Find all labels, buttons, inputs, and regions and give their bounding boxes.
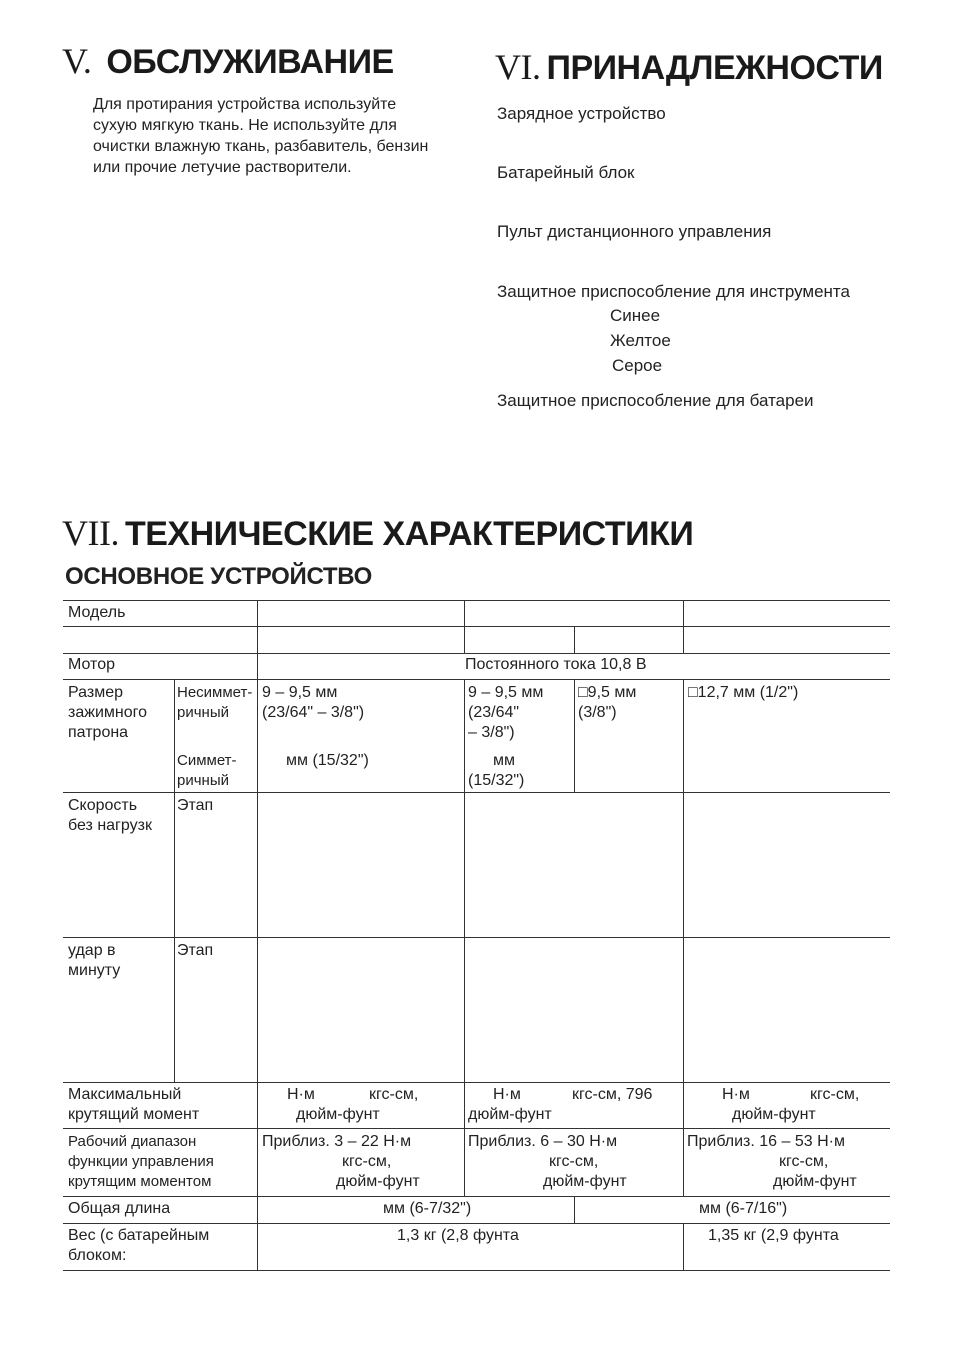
range-kgf-3: кгс-см,	[779, 1153, 829, 1170]
label-line: функции управления	[68, 1153, 214, 1170]
torque-inlb-2: дюйм-фунт	[468, 1106, 552, 1123]
value-line: 9 – 9,5 мм	[262, 684, 338, 701]
value-line: (3/8")	[578, 704, 617, 721]
table-rule	[63, 937, 890, 938]
value-line: (23/64"	[468, 704, 520, 721]
table-rule	[63, 1128, 890, 1129]
torque-kgf-2: кгс-см, 796	[572, 1086, 653, 1103]
label-line: крутящий момент	[68, 1106, 200, 1123]
label-line: Несиммет-	[177, 684, 253, 701]
sym-value-1: мм (15/32")	[286, 752, 369, 769]
accessory-color-yellow: Желтое	[610, 331, 671, 350]
maintenance-line: очистки влажную ткань, разбавитель, бензин	[93, 138, 429, 155]
accessory-remote: Пульт дистанционного управления	[497, 222, 772, 241]
row-torque-label	[68, 1085, 199, 1125]
table-rule-vertical	[574, 1196, 575, 1223]
value-line: (23/64" – 3/8")	[262, 704, 365, 721]
accessory-charger: Зарядное устройство	[497, 104, 666, 123]
section-6-heading	[495, 46, 883, 88]
label-line: ричный	[177, 704, 229, 721]
label-line: крутящим моментом	[68, 1173, 212, 1190]
label-line: Скорость	[68, 797, 138, 814]
value-line: (15/32")	[468, 772, 525, 789]
label-line: Максимальный	[68, 1086, 182, 1103]
accessory-tool-guard: Защитное приспособление для инструмента	[497, 282, 850, 301]
label-line: Вес (с батарейным	[68, 1227, 210, 1244]
maintenance-line: сухую мягкую ткань. Не используйте для	[93, 117, 397, 134]
row-impact-label	[68, 941, 120, 981]
section-6-title: ПРИНАДЛЕЖНОСТИ	[546, 49, 883, 87]
table-rule	[63, 1082, 890, 1083]
table-rule	[63, 653, 890, 654]
label-line: блоком:	[68, 1247, 127, 1264]
table-rule	[63, 626, 890, 627]
row-length-label: Общая длина	[68, 1200, 171, 1217]
range-value-1: Приблиз. 3 – 22 Н·м	[262, 1133, 412, 1150]
torque-kgf-1: кгс-см,	[369, 1086, 419, 1103]
table-rule	[63, 792, 890, 793]
row-weight-label	[68, 1226, 209, 1266]
torque-nm-1: Н·м	[287, 1086, 315, 1103]
accessory-color-gray: Серое	[612, 356, 663, 375]
range-value-3: Приблиз. 16 – 53 Н·м	[687, 1133, 845, 1150]
sym-label	[177, 751, 237, 791]
torque-nm-2: Н·м	[493, 1086, 521, 1103]
table-rule-vertical	[257, 600, 258, 1270]
label-line: зажимного	[68, 704, 147, 721]
label-line: Рабочий диапазон	[68, 1133, 197, 1150]
value-line: мм	[493, 752, 515, 769]
label-line: Размер	[68, 684, 123, 701]
range-kgf-2: кгс-см,	[549, 1153, 599, 1170]
row-speed-label	[68, 796, 152, 836]
impact-stage-label: Этап	[177, 942, 214, 959]
value-line: □9,5 мм	[578, 684, 637, 701]
section-5-numeral: V.	[62, 41, 92, 81]
asym-value-4: □12,7 мм (1/2")	[688, 684, 799, 701]
range-inlb-2: дюйм-фунт	[543, 1173, 627, 1190]
range-inlb-3: дюйм-фунт	[773, 1173, 857, 1190]
table-rule	[63, 1270, 890, 1271]
length-value-b: мм (6-7/16")	[699, 1200, 788, 1217]
section-7-numeral: VII.	[62, 513, 119, 553]
row-chuck-label	[68, 683, 147, 743]
table-rule-vertical	[574, 679, 575, 792]
row-model-label: Модель	[68, 604, 126, 621]
accessory-battery: Батарейный блок	[497, 163, 635, 182]
label-line: удар в	[68, 942, 116, 959]
label-line: ричный	[177, 772, 229, 789]
label-line: Симмет-	[177, 752, 237, 769]
section-7-heading	[62, 512, 693, 554]
table-rule	[63, 1223, 890, 1224]
torque-nm-3: Н·м	[722, 1086, 750, 1103]
table-rule	[63, 1196, 890, 1197]
accessory-color-blue: Синее	[610, 306, 661, 325]
value-line: – 3/8")	[468, 724, 515, 741]
label-line: патрона	[68, 724, 129, 741]
torque-inlb-3: дюйм-фунт	[732, 1106, 816, 1123]
range-inlb-1: дюйм-фунт	[336, 1173, 420, 1190]
asym-value-3	[578, 683, 636, 723]
maintenance-text	[93, 94, 457, 178]
value-line: 9 – 9,5 мм	[468, 684, 544, 701]
row-range-label	[68, 1132, 214, 1192]
weight-value-b: 1,35 кг (2,9 фунта	[708, 1227, 839, 1244]
table-rule	[63, 679, 890, 680]
table-rule-vertical	[683, 1223, 684, 1270]
accessory-battery-guard: Защитное приспособление для батареи	[497, 391, 814, 410]
length-value-a: мм (6-7/32")	[383, 1200, 472, 1217]
table-rule-vertical	[574, 626, 575, 653]
maintenance-line: Для протирания устройства используйте	[93, 96, 397, 113]
table-rule-vertical	[683, 600, 684, 653]
torque-inlb-1: дюйм-фунт	[296, 1106, 380, 1123]
asym-value-2	[468, 683, 543, 743]
range-value-2: Приблиз. 6 – 30 Н·м	[468, 1133, 618, 1150]
label-line: минуту	[68, 962, 121, 979]
label-line: без нагрузк	[68, 817, 152, 834]
range-kgf-1: кгс-см,	[342, 1153, 392, 1170]
table-rule-vertical	[683, 679, 684, 1196]
table-rule-vertical	[174, 679, 175, 1082]
section-7-subtitle: ОСНОВНОЕ УСТРОЙСТВО	[65, 563, 373, 590]
table-rule-vertical	[464, 679, 465, 1196]
asym-label	[177, 683, 252, 723]
section-7-title: ТЕХНИЧЕСКИЕ ХАРАКТЕРИСТИКИ	[124, 515, 694, 553]
table-rule-vertical	[464, 600, 465, 653]
motor-value: Постоянного тока 10,8 В	[465, 656, 647, 673]
torque-kgf-3: кгс-см,	[810, 1086, 860, 1103]
weight-value-a: 1,3 кг (2,8 фунта	[397, 1227, 519, 1244]
sym-value-2	[468, 751, 524, 791]
section-5-title: ОБСЛУЖИВАНИЕ	[106, 43, 394, 81]
asym-value-1	[262, 683, 364, 723]
speed-stage-label: Этап	[177, 797, 214, 814]
section-5-heading	[62, 40, 394, 82]
maintenance-line: или прочие летучие растворители.	[93, 159, 352, 176]
row-motor-label: Мотор	[68, 656, 115, 673]
table-rule	[63, 600, 890, 601]
section-6-numeral: VI.	[495, 47, 541, 87]
